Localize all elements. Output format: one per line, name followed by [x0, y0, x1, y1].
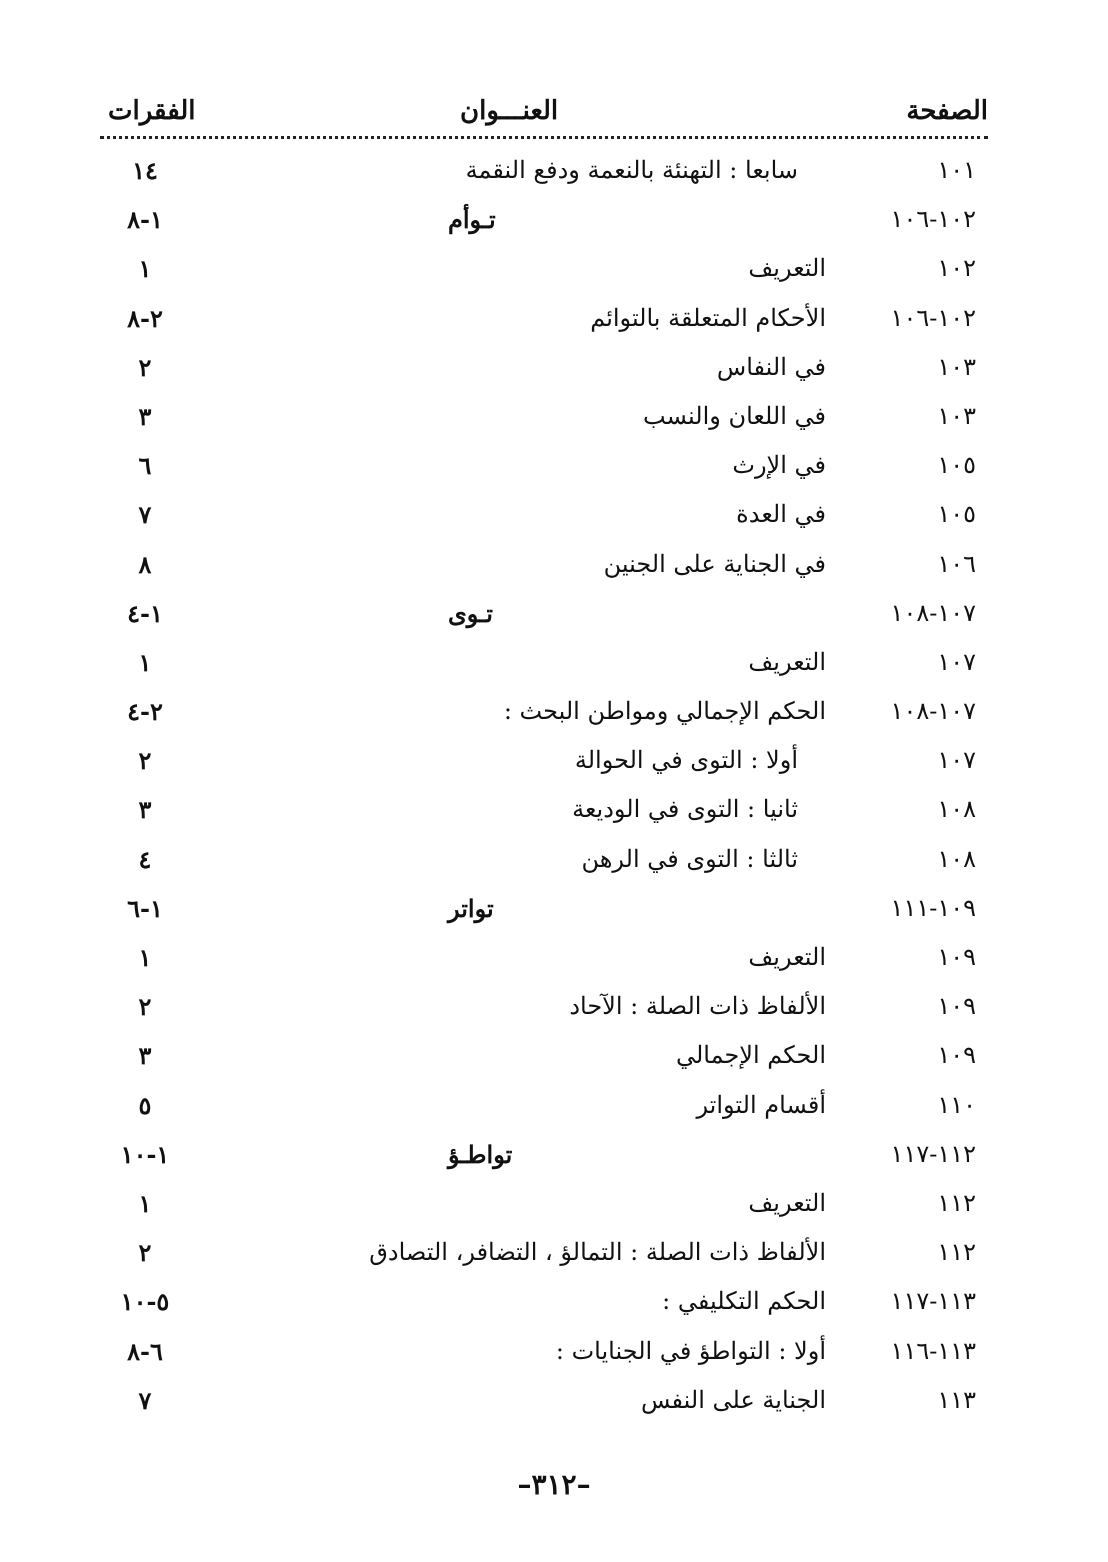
table-row	[0, 150, 1108, 199]
row-title: التعريف	[748, 943, 826, 971]
table-row	[0, 839, 1108, 888]
row-paragraphs: ٤	[138, 844, 152, 874]
row-page-number: ١٠٨	[937, 844, 976, 873]
row-paragraphs: ٧	[138, 500, 152, 530]
row-page-number: ١٠٦	[937, 549, 976, 578]
table-row	[0, 494, 1108, 543]
row-paragraphs: ٥	[138, 1090, 152, 1120]
table-row	[0, 1281, 1108, 1330]
row-title: ثالثا : التوى في الرهن	[581, 844, 798, 873]
row-paragraphs: ١	[138, 1188, 152, 1218]
table-header	[100, 96, 988, 139]
row-page-number: ١١٣-١١٧	[890, 1287, 976, 1316]
row-page-number: ١١٠	[937, 1090, 976, 1119]
row-page-number: ١١٢	[937, 1238, 976, 1267]
table-row	[0, 347, 1108, 396]
row-page-number: ١٠٩	[937, 1041, 976, 1070]
row-page-number: ١٠٧-١٠٨	[890, 598, 976, 627]
table-row	[0, 789, 1108, 838]
row-title: التعريف	[748, 647, 826, 676]
row-page-number: ١٠٧	[937, 647, 976, 676]
row-paragraphs: ١٤	[132, 156, 158, 185]
row-paragraphs: ١	[138, 647, 152, 677]
row-entry-heading: تـوى	[448, 598, 493, 628]
table-row	[0, 888, 1108, 937]
table-row	[0, 691, 1108, 740]
row-title: الأحكام المتعلقة بالتوائم	[590, 303, 826, 332]
row-page-number: ١٠٣	[937, 401, 976, 430]
row-paragraphs: ٦-٨	[127, 1336, 163, 1366]
table-row	[0, 248, 1108, 297]
row-paragraphs: ١-٦	[127, 893, 163, 923]
page-number: –٣١٢–	[517, 1468, 591, 1501]
row-title: في الجناية على الجنين	[603, 549, 826, 578]
row-title: ثانيا : التوى في الوديعة	[572, 795, 798, 824]
row-paragraphs: ٢-٨	[127, 303, 163, 333]
row-title: أقسام التواتر	[696, 1090, 826, 1119]
row-paragraphs: ١-١٠	[120, 1139, 170, 1169]
row-paragraphs: ٢-٤	[127, 697, 163, 727]
row-page-number: ١٠٥	[937, 500, 976, 529]
row-page-number: ١٠٩	[937, 943, 976, 971]
paragraphs-column-header: الفقرات	[108, 96, 196, 126]
row-page-number: ١٠٧-١٠٨	[890, 697, 976, 726]
page-column-header: الصفحة	[906, 96, 988, 126]
table-row	[0, 593, 1108, 642]
row-title: في اللعان والنسب	[643, 401, 826, 430]
row-paragraphs: ١	[138, 254, 152, 284]
row-page-number: ١٠٧	[937, 746, 976, 775]
index-table	[0, 150, 1108, 1429]
row-title: أولا : التواطؤ في الجنايات :	[555, 1336, 826, 1365]
table-row	[0, 1134, 1108, 1183]
row-title: الحكم الإجمالي	[675, 1041, 826, 1070]
row-title: أولا : التوى في الحوالة	[574, 746, 798, 775]
row-title: الجناية على النفس	[640, 1385, 826, 1414]
row-title: في العدة	[736, 500, 826, 529]
row-paragraphs: ١-٤	[127, 598, 163, 628]
row-title: الحكم التكليفي :	[662, 1287, 826, 1316]
row-entry-heading: تواطـؤ	[448, 1139, 513, 1169]
row-page-number: ١١٢-١١٧	[890, 1139, 976, 1168]
table-row	[0, 642, 1108, 691]
row-title: الألفاظ ذات الصلة : التمالؤ ، التضافر، التصادق	[369, 1238, 826, 1267]
table-row	[0, 298, 1108, 347]
row-paragraphs: ٣	[138, 401, 152, 431]
row-title: في الإرث	[732, 451, 826, 480]
row-paragraphs: ٧	[138, 1385, 152, 1415]
row-paragraphs: ٨	[138, 549, 152, 579]
table-row	[0, 544, 1108, 593]
title-column-header: العنـــوان	[460, 96, 559, 126]
row-title: سابعا : التهنئة بالنعمة ودفع النقمة	[465, 156, 798, 184]
row-page-number: ١١٢	[937, 1188, 976, 1217]
row-paragraphs: ٦	[138, 451, 152, 481]
row-paragraphs: ٢	[138, 992, 152, 1022]
table-row	[0, 199, 1108, 248]
row-page-number: ١٠٩-١١١	[890, 893, 976, 922]
row-page-number: ١٠٩	[937, 992, 976, 1021]
row-paragraphs: ٣	[138, 795, 152, 825]
row-page-number: ١١٣	[937, 1385, 976, 1414]
row-title: الحكم الإجمالي ومواطن البحث :	[503, 697, 826, 726]
row-title: في النفاس	[716, 352, 826, 381]
row-page-number: ١٠٢-١٠٦	[890, 303, 976, 332]
table-row	[0, 740, 1108, 789]
row-page-number: ١٠٨	[937, 795, 976, 824]
row-paragraphs: ٢	[138, 1238, 152, 1268]
row-title: التعريف	[748, 254, 826, 283]
table-row	[0, 986, 1108, 1035]
row-paragraphs: ١-٨	[127, 205, 163, 235]
table-row	[0, 1085, 1108, 1134]
row-paragraphs: ٣	[138, 1041, 152, 1071]
table-row	[0, 445, 1108, 494]
row-paragraphs: ٥-١٠	[120, 1287, 170, 1317]
table-row	[0, 1232, 1108, 1281]
row-page-number: ١٠٢-١٠٦	[890, 205, 976, 234]
table-row	[0, 1380, 1108, 1429]
row-page-number: ١٠٣	[937, 352, 976, 381]
row-paragraphs: ١	[138, 943, 152, 972]
table-row	[0, 396, 1108, 445]
table-row	[0, 1331, 1108, 1380]
row-title: التعريف	[748, 1188, 826, 1217]
row-title: الألفاظ ذات الصلة : الآحاد	[569, 992, 826, 1021]
row-page-number: ١٠٢	[937, 254, 976, 283]
row-page-number: ١٠١	[937, 156, 976, 184]
row-page-number: ١٠٥	[937, 451, 976, 480]
row-entry-heading: تواتر	[448, 893, 494, 923]
row-page-number: ١١٣-١١٦	[890, 1336, 976, 1365]
row-entry-heading: تـوأم	[448, 205, 496, 235]
table-row	[0, 937, 1108, 986]
row-paragraphs: ٢	[138, 352, 152, 382]
table-row	[0, 1035, 1108, 1084]
table-row	[0, 1183, 1108, 1232]
row-paragraphs: ٢	[138, 746, 152, 776]
